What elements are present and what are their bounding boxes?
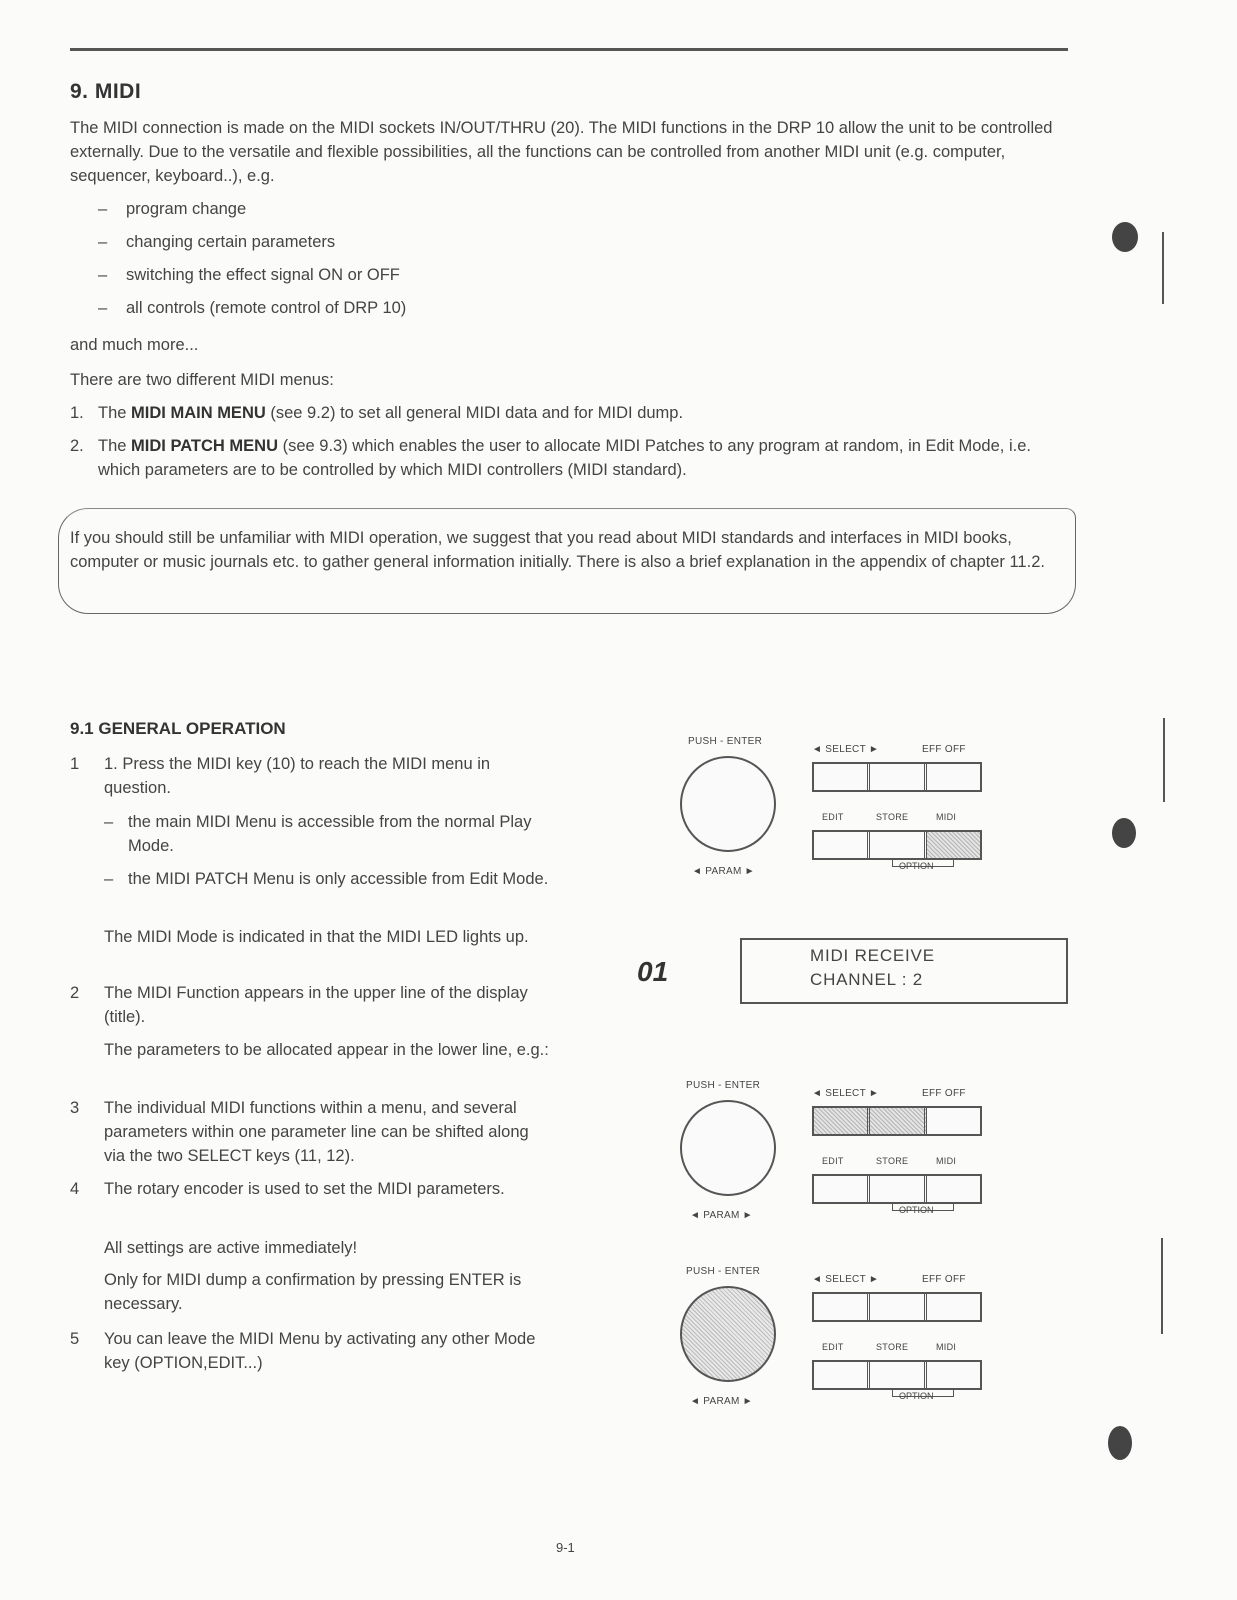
midi-button[interactable] <box>927 1362 980 1388</box>
eff-off-button[interactable] <box>927 1294 980 1320</box>
rotary-encoder[interactable] <box>680 1100 776 1196</box>
control-panel-select-keys: PUSH - ENTER ◄ PARAM ► ◄ SELECT ► EFF OFF EDIT STORE MIDI OPTION <box>672 1080 992 1240</box>
rotary-encoder[interactable] <box>680 756 776 852</box>
margin-mark <box>1161 1238 1163 1334</box>
step-1-sub-2: – the MIDI PATCH Menu is only accessible from Edit Mode. <box>104 870 549 888</box>
select-button-row <box>812 762 982 792</box>
option-bracket: OPTION <box>892 860 954 867</box>
control-panel-encoder: PUSH - ENTER ◄ PARAM ► ◄ SELECT ► EFF OFF EDIT STORE MIDI OPTION <box>672 1266 992 1426</box>
display-step-number: 01 <box>637 956 669 987</box>
step-1-sub-1: – the main MIDI Menu is accessible from the normal Play Mode. <box>104 813 532 855</box>
bullet-item: – switching the effect signal ON or OFF <box>98 266 400 284</box>
select-right-button[interactable] <box>870 764 926 790</box>
control-panel-midi-key: PUSH - ENTER ◄ PARAM ► ◄ SELECT ► EFF OFF EDIT STORE MIDI OPTION <box>672 736 992 896</box>
step-1-extra: The MIDI Mode is indicated in that the MIDI LED lights up. <box>104 928 529 946</box>
store-button[interactable] <box>870 1362 926 1388</box>
step-4-extra-2: Only for MIDI dump a confirmation by pressing ENTER is necessary. <box>104 1271 522 1313</box>
mode-button-row <box>812 830 982 860</box>
step-3: 3 The individual MIDI functions within a menu, and several parameters within one parameter line can be shifted along via the two SELECT keys (11, 12). <box>70 1099 529 1165</box>
lcd-line-2: CHANNEL : 2 <box>810 970 924 989</box>
step-5: 5 You can leave the MIDI Menu by activating any other Mode key (OPTION,EDIT...) <box>70 1330 536 1372</box>
select-left-button[interactable] <box>814 1294 870 1320</box>
step-4: 4 The rotary encoder is used to set the MIDI parameters. <box>70 1180 505 1198</box>
note-text: If you should still be unfamiliar with MIDI operation, we suggest that you read about MIDI standards and interfaces in MIDI books, computer or music journals etc. to gather general information initially. There is also a brief explanation in the appendix of chapter 11.2. <box>70 529 1045 571</box>
binder-hole <box>1108 1426 1132 1460</box>
lcd-line-1: MIDI RECEIVE <box>810 946 935 965</box>
eff-off-button[interactable] <box>927 764 980 790</box>
edit-button[interactable] <box>814 1362 870 1388</box>
option-bracket: OPTION <box>892 1390 954 1397</box>
bullet-item: – changing certain parameters <box>98 233 336 251</box>
step-2-extra: The parameters to be allocated appear in the lower line, e.g.: <box>104 1041 549 1059</box>
bullet-item: – all controls (remote control of DRP 10) <box>98 299 407 317</box>
margin-mark <box>1163 718 1165 802</box>
rotary-encoder[interactable] <box>680 1286 776 1382</box>
mode-button-row <box>812 1174 982 1204</box>
step-4-extra-1: All settings are active immediately! <box>104 1239 358 1257</box>
edit-button[interactable] <box>814 1176 870 1202</box>
menu-item-patch: 2. The MIDI PATCH MENU (see 9.3) which enables the user to allocate MIDI Patches to any program at random, in Edit Mode, i.e. which parameters are to be controlled by which MIDI controllers (MIDI standard). <box>70 437 1031 479</box>
bullet-item: – program change <box>98 200 247 218</box>
menu-item-main: 1. The MIDI MAIN MENU (see 9.2) to set all general MIDI data and for MIDI dump. <box>70 404 684 422</box>
subsection-title: 9.1 GENERAL OPERATION <box>70 719 286 738</box>
edit-button[interactable] <box>814 832 870 858</box>
mode-button-row <box>812 1360 982 1390</box>
select-right-button[interactable] <box>870 1108 926 1134</box>
option-bracket: OPTION <box>892 1204 954 1211</box>
binder-hole <box>1112 818 1136 848</box>
page-number: 9-1 <box>556 1540 575 1555</box>
eff-off-button[interactable] <box>927 1108 980 1134</box>
select-left-button[interactable] <box>814 764 870 790</box>
intro-paragraph: The MIDI connection is made on the MIDI sockets IN/OUT/THRU (20). The MIDI functions in the DRP 10 allow the unit to be controlled externally. Due to the versatile and flexible possibilities, all the functions can be controlled from another MIDI unit (e.g. computer, sequencer, keyboard..), e.g. <box>70 119 1053 185</box>
menus-intro: There are two different MIDI menus: <box>70 371 334 389</box>
step-2: 2 The MIDI Function appears in the upper line of the display (title). <box>70 984 528 1026</box>
step-1: 1 1. Press the MIDI key (10) to reach the MIDI menu in question. <box>70 755 491 797</box>
select-left-button[interactable] <box>814 1108 870 1134</box>
select-right-button[interactable] <box>870 1294 926 1320</box>
midi-button[interactable] <box>927 832 980 858</box>
margin-mark <box>1162 232 1164 304</box>
midi-button[interactable] <box>927 1176 980 1202</box>
binder-hole <box>1112 222 1138 252</box>
store-button[interactable] <box>870 1176 926 1202</box>
select-button-row <box>812 1106 982 1136</box>
and-much-more: and much more... <box>70 336 199 354</box>
select-button-row <box>812 1292 982 1322</box>
top-rule <box>70 48 1068 51</box>
lcd-display <box>740 938 1068 1004</box>
store-button[interactable] <box>870 832 926 858</box>
section-title: 9. MIDI <box>70 80 142 103</box>
